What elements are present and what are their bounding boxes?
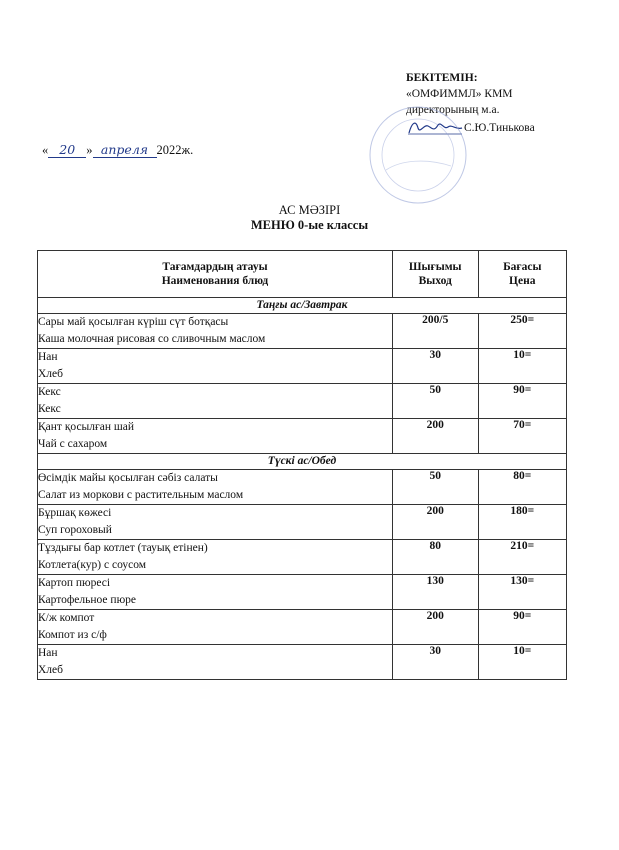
- dish-name-kz: Нан: [38, 647, 58, 659]
- dish-name-kz: Нан: [38, 351, 58, 363]
- dish-name-cell: [38, 349, 393, 384]
- section-title: Түскі ас/Обед: [38, 454, 567, 470]
- dish-name-kz: Кекс: [38, 386, 61, 398]
- dish-yield: 50: [392, 470, 478, 505]
- dish-name-ru: Салат из моркови с растительным маслом: [38, 489, 244, 501]
- date-open-quote: «: [42, 143, 49, 157]
- dish-name-cell: [38, 470, 393, 505]
- dish-yield: 80: [392, 540, 478, 575]
- dish-name-ru: Хлеб: [38, 664, 63, 676]
- date-close-quote: »: [86, 143, 93, 157]
- table-row: [38, 314, 567, 349]
- dish-price: 130=: [478, 575, 566, 610]
- dish-price: 70=: [478, 419, 566, 454]
- title-kz: АС МӘЗІРІ: [278, 203, 341, 217]
- document-title: [0, 203, 619, 233]
- dish-yield: 200: [392, 505, 478, 540]
- dish-price: 180=: [478, 505, 566, 540]
- dish-name-kz: Картоп пюресі: [38, 577, 111, 589]
- dish-yield: 200: [392, 610, 478, 645]
- table-row: [38, 540, 567, 575]
- dish-yield: 130: [392, 575, 478, 610]
- dish-name-cell: [38, 610, 393, 645]
- approval-heading: БЕКІТЕМІН:: [406, 72, 478, 84]
- dish-yield: 200/5: [392, 314, 478, 349]
- dish-yield: 50: [392, 384, 478, 419]
- dish-name-ru: Хлеб: [38, 368, 63, 380]
- dish-name-cell: [38, 645, 393, 680]
- header-name-kz: Тағамдардың атауы: [162, 261, 268, 273]
- dish-name-cell: [38, 419, 393, 454]
- dish-yield: 200: [392, 419, 478, 454]
- dish-name-kz: Тұздығы бар котлет (тауық етінен): [38, 542, 208, 554]
- approval-role: директорының м.а.: [406, 104, 500, 116]
- header-yield-kz: Шығымы: [408, 261, 462, 273]
- dish-name-ru: Картофельное пюре: [38, 594, 137, 606]
- dish-name-ru: Суп гороховый: [38, 524, 112, 536]
- table-row: [38, 505, 567, 540]
- dish-name-cell: [38, 314, 393, 349]
- approval-org: «ОМФИММЛ» КММ: [406, 88, 513, 100]
- dish-name-ru: Чай с сахаром: [38, 438, 108, 450]
- dish-name-cell: [38, 384, 393, 419]
- dish-name-kz: Қант қосылған шай: [38, 421, 134, 433]
- document-date: [42, 143, 193, 158]
- approval-name: С.Ю.Тинькова: [464, 122, 535, 134]
- table-row: [38, 645, 567, 680]
- dish-name-kz: Сары май қосылған күріш сүт ботқасы: [38, 316, 229, 328]
- header-yield-ru: Выход: [418, 275, 452, 287]
- dish-price: 80=: [478, 470, 566, 505]
- stamp-seal: [356, 100, 476, 210]
- dish-name-kz: Бұршақ көжесі: [38, 507, 112, 519]
- dish-name-ru: Каша молочная рисовая со сливочным маслом: [38, 333, 266, 345]
- header-dish-name: [38, 251, 393, 298]
- section-row-lunch: [38, 454, 567, 470]
- dish-yield: 30: [392, 645, 478, 680]
- header-yield: [392, 251, 478, 298]
- table-row: [38, 575, 567, 610]
- dish-name-cell: [38, 540, 393, 575]
- header-name-ru: Наименования блюд: [161, 275, 269, 287]
- table-row: [38, 384, 567, 419]
- header-price: [478, 251, 566, 298]
- table-row: [38, 610, 567, 645]
- header-price-ru: Цена: [509, 275, 536, 287]
- table-row: [38, 470, 567, 505]
- dish-price: 10=: [478, 645, 566, 680]
- section-title: Таңғы ас/Завтрак: [38, 298, 567, 314]
- dish-name-ru: Компот из с/ф: [38, 629, 107, 641]
- table-row: [38, 349, 567, 384]
- dish-name-cell: [38, 505, 393, 540]
- date-year: 2022ж.: [156, 143, 194, 157]
- dish-price: 210=: [478, 540, 566, 575]
- menu-header-row: [38, 251, 567, 298]
- date-day: 20: [48, 143, 86, 158]
- dish-price: 90=: [478, 610, 566, 645]
- dish-name-cell: [38, 575, 393, 610]
- dish-name-kz: Өсімдік майы қосылған сәбіз салаты: [38, 472, 218, 484]
- dish-price: 250=: [478, 314, 566, 349]
- dish-price: 90=: [478, 384, 566, 419]
- date-month: апреля: [93, 143, 157, 158]
- dish-name-ru: Котлета(кур) с соусом: [38, 559, 147, 571]
- menu-table: [37, 250, 567, 680]
- section-row-breakfast: [38, 298, 567, 314]
- dish-yield: 30: [392, 349, 478, 384]
- dish-price: 10=: [478, 349, 566, 384]
- title-ru: МЕНЮ 0-ые классы: [250, 218, 369, 232]
- header-price-kz: Бағасы: [503, 261, 542, 273]
- dish-name-kz: К/ж компот: [38, 612, 95, 624]
- dish-name-ru: Кекс: [38, 403, 61, 415]
- table-row: [38, 419, 567, 454]
